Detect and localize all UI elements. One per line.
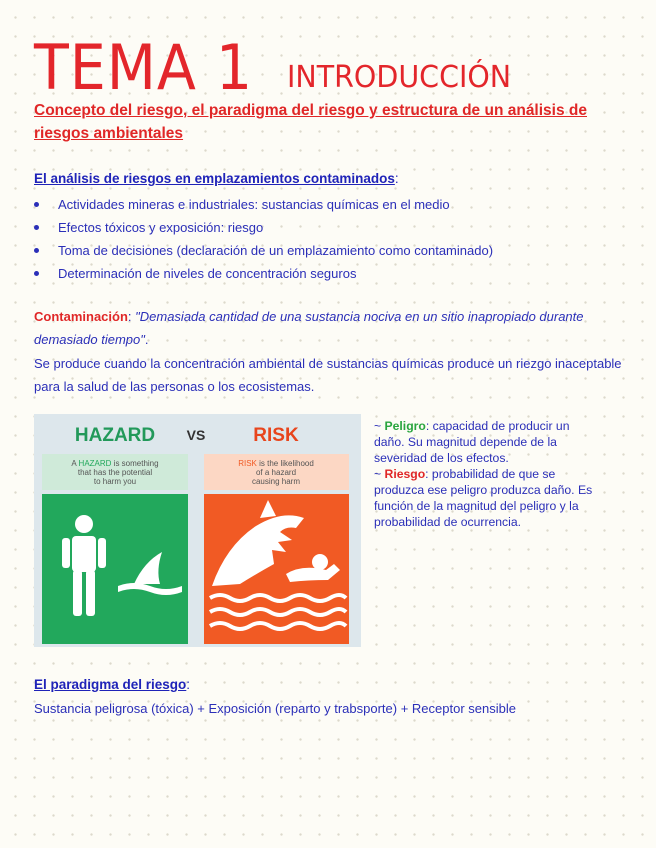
section-heading-analisis [34,168,399,190]
section-heading-text: El análisis de riesgos en emplazamientos contaminados [34,171,395,186]
risk-caption-line2: of a hazard [255,468,297,477]
list-item [34,193,493,216]
paradigma-heading-text: El paradigma del riesgo [34,677,187,692]
risk-caption-line1: RISK is the likelihood [238,459,314,468]
risk-title: RISK [253,425,299,446]
contaminacion-period: . [144,332,149,347]
riesgo-prefix: ~ [374,467,385,481]
list-item-text: Actividades mineras e industriales: sustancias químicas en el medio [58,197,450,212]
peligro-definition [374,418,600,466]
hazard-caption-line3: to harm you [93,477,137,486]
contaminacion-definition [34,305,624,351]
paradigma-colon: : [186,677,191,692]
list-item-text: Toma de decisiones (declaración de un emplazamiento como contaminado) [58,243,494,258]
list-item [34,239,493,262]
riesgo-text: : probabilidad de que se produzca ese peligro produzca daño. Es función de la magnitud del peligro y la probabilidad de ocurrencia. [374,467,593,529]
contaminacion-colon: : [127,309,136,324]
topic-heading: Concepto del riesgo, el paradigma del riesgo y estructura de un análisis de riesgos ambientales [34,102,587,142]
bullet-list [34,193,493,285]
contaminacion-explanation: Se produce cuando la concentración ambiental de sustancias químicas produce un riezgo inaceptable para la salud de las personas o los ecosistemas. [34,356,622,394]
hazard-caption-line1: A HAZARD is something [71,459,159,468]
contaminacion-quote: "Demasiada cantidad de una sustancia nociva en un sitio inapropiado durante demasiado tiempo" [34,309,584,347]
contaminacion-term: Contaminación [34,309,128,324]
definitions-sidebar [374,418,600,530]
vs-label: VS [186,427,206,443]
peligro-term: Peligro [384,419,426,433]
list-item-text: Efectos tóxicos y exposición: riesgo [58,220,264,235]
section-heading-paradigma [34,674,190,696]
list-item [34,216,493,239]
risk-caption-line3: causing harm [251,477,301,486]
peligro-prefix: ~ [374,419,385,433]
list-item [34,262,493,285]
bullet-icon [34,225,39,230]
bullet-icon [34,248,39,253]
paradigma-text: Sustancia peligrosa (tóxica) + Exposición (reparto y trabsporte) + Receptor sensible [34,701,516,716]
peligro-text: : capacidad de producir un daño. Su magnitud depende de la severidad de los efectos. [374,419,570,465]
hazard-panel [42,494,188,644]
riesgo-definition [374,466,600,530]
section-heading-colon: : [394,171,399,186]
bullet-icon [34,271,39,276]
riesgo-term: Riesgo [384,467,426,481]
bullet-icon [34,202,39,207]
list-item-text: Determinación de niveles de concentración seguros [58,266,357,281]
page-subtitle-introduccion: INTRODUCCIÓN [287,60,512,95]
hazard-caption-line2: that has the potential [77,468,153,477]
hazard-title: HAZARD [74,425,156,446]
page-title: TEMA 1 [34,31,254,104]
hazard-vs-risk-image [34,414,361,647]
